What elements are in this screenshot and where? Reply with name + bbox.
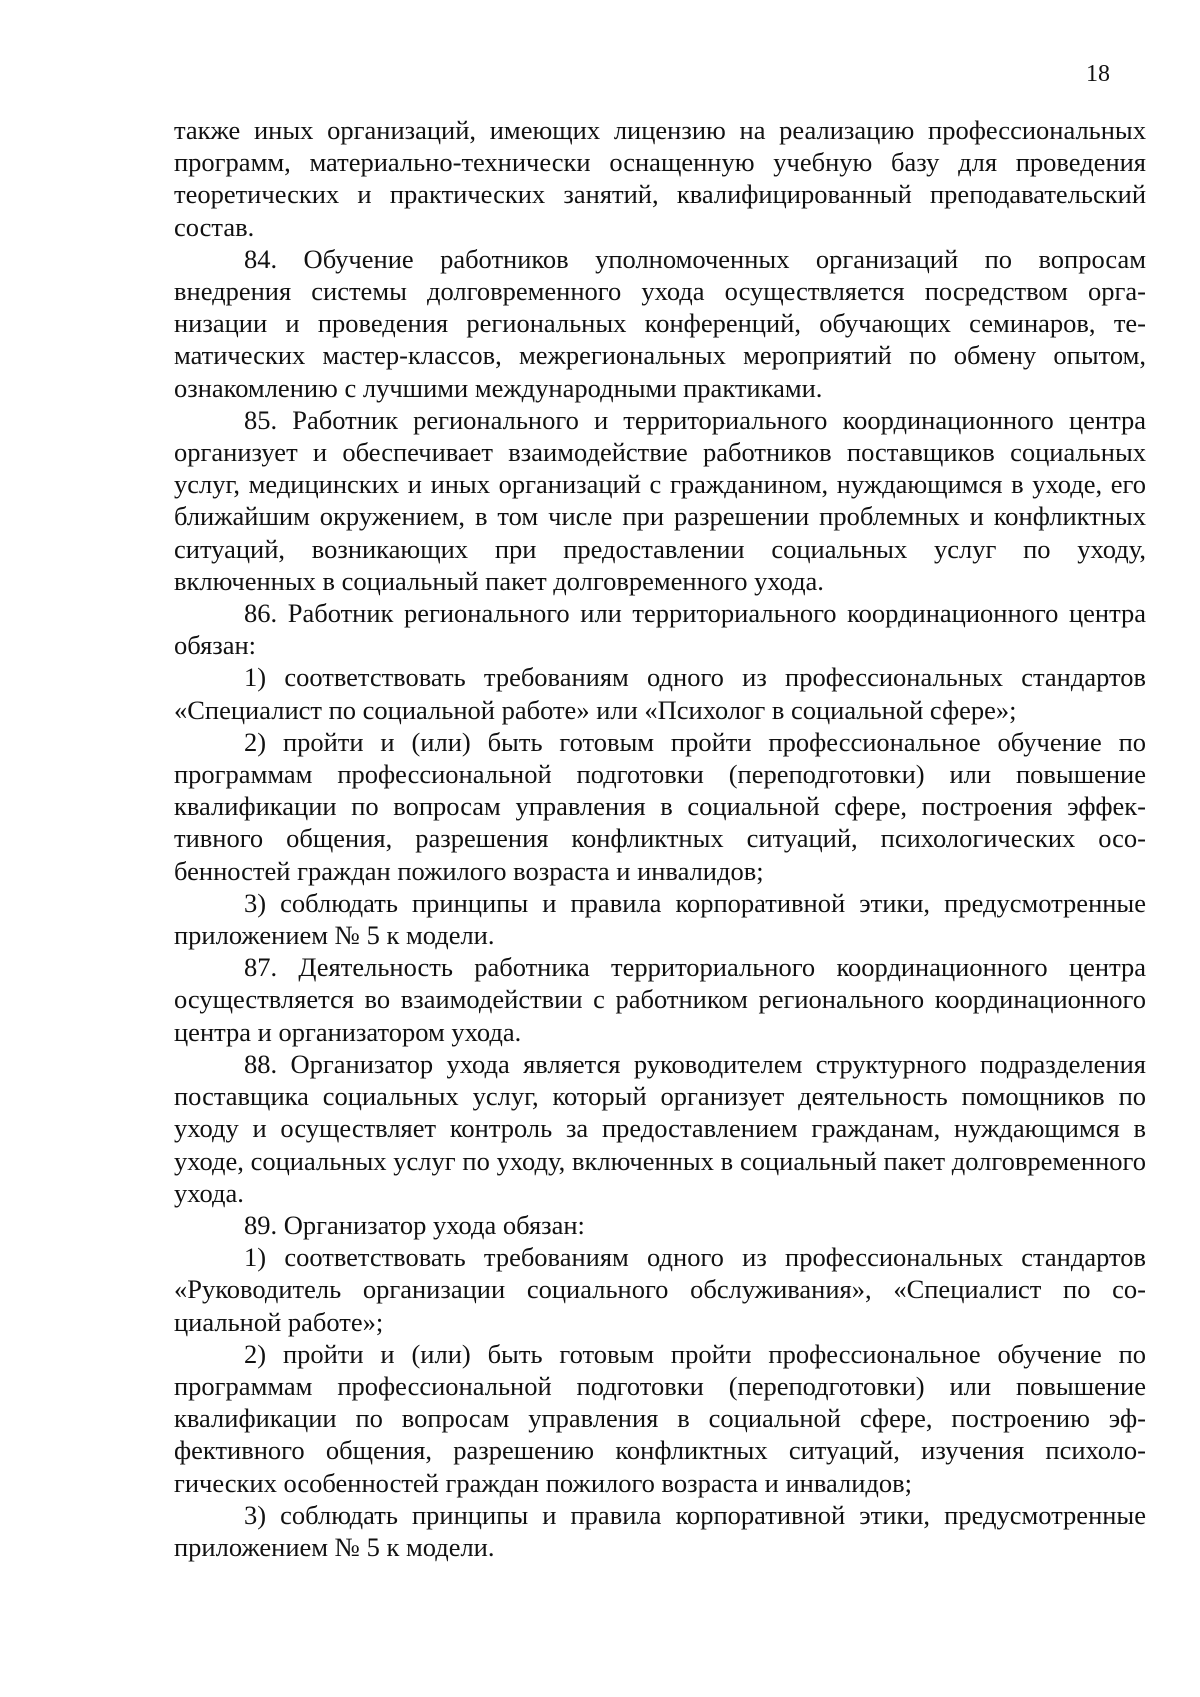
paragraph-85: 85. Работник регионального и территориального координационного центра организует и обеспечивает взаимодействие работников поставщиков социальных услуг, медицинских и иных организаций с гражданином, нуждающимся в уходе, его ближайшим окружением, в том числе при разрешении проблемных и конфликтных ситуаций, возникающих при предоставлении социальных услуг по уходу, включенных в социальный пакет долговременного ухода. [174, 404, 1146, 596]
page-number: 18 [1086, 61, 1110, 87]
paragraph-89: 89. Организатор ухода обязан: [244, 1209, 585, 1240]
paragraph-89-item-2: 2) пройти и (или) быть готовым пройти профессиональное обучение по программам профессиональной подготовки (переподготовки) или повышение квалификации по вопросам управления в социальной сфере, построению эффективного общения, разрешению конфликтных ситуаций, изучения психологических особенностей граждан пожилого возраста и инвалидов; [174, 1338, 1146, 1498]
paragraph-87: 87. Деятельность работника территориального координационного центра осуществляется во взаимодействии с работником регионального координационного центра и организатором ухода. [174, 952, 1146, 1047]
paragraph-continuation: также иных организаций, имеющих лицензию на реализацию профессиональных программ, материально-технически оснащенную учебную базу для проведения теоретических и практических занятий, квалифицированный преподавательский состав. [174, 115, 1146, 242]
paragraph-86: 86. Работник регионального или территориального координационного центра обязан: [174, 598, 1146, 661]
paragraph-86-item-3: 3) соблюдать принципы и правила корпоративной этики, предусмотренные приложением № 5 к модели. [174, 887, 1146, 951]
paragraph-86-item-2: 2) пройти и (или) быть готовым пройти профессиональное обучение по программам профессиональной подготовки (переподготовки) или повышение квалификации по вопросам управления в социальной сфере, построения эффективного общения, разрешения конфликтных ситуаций, психологических особенностей граждан пожилого возраста и инвалидов; [174, 726, 1146, 886]
paragraph-89-item-1: 1) соответствовать требованиям одного из профессиональных стандартов «Руководитель организации социального обслуживания», «Специалист по социальной работе»; [174, 1242, 1146, 1337]
paragraph-86-item-1: 1) соответствовать требованиям одного из профессиональных стандартов «Специалист по социальной работе» или «Психолог в социальной сфере»; [174, 662, 1146, 725]
paragraph-84: 84. Обучение работников уполномоченных организаций по вопросам внедрения системы долговременного ухода осуществляется посредством организации и проведения региональных конференций, обучающих семинаров, тематических мастер-классов, межрегиональных мероприятий по обмену опытом, ознакомлению с лучшими международными практиками. [174, 243, 1146, 403]
paragraph-88: 88. Организатор ухода является руководителем структурного подразделения поставщика социальных услуг, который организует деятельность помощников по уходу и осуществляет контроль за предоставлением гражданам, нуждающимся в уходе, социальных услуг по уходу, включенных в социальный пакет долговременного ухода. [174, 1048, 1146, 1208]
document-body [174, 114, 1146, 1563]
paragraph-89-item-3: 3) соблюдать принципы и правила корпоративной этики, предусмотренные приложением № 5 к модели. [174, 1499, 1146, 1562]
